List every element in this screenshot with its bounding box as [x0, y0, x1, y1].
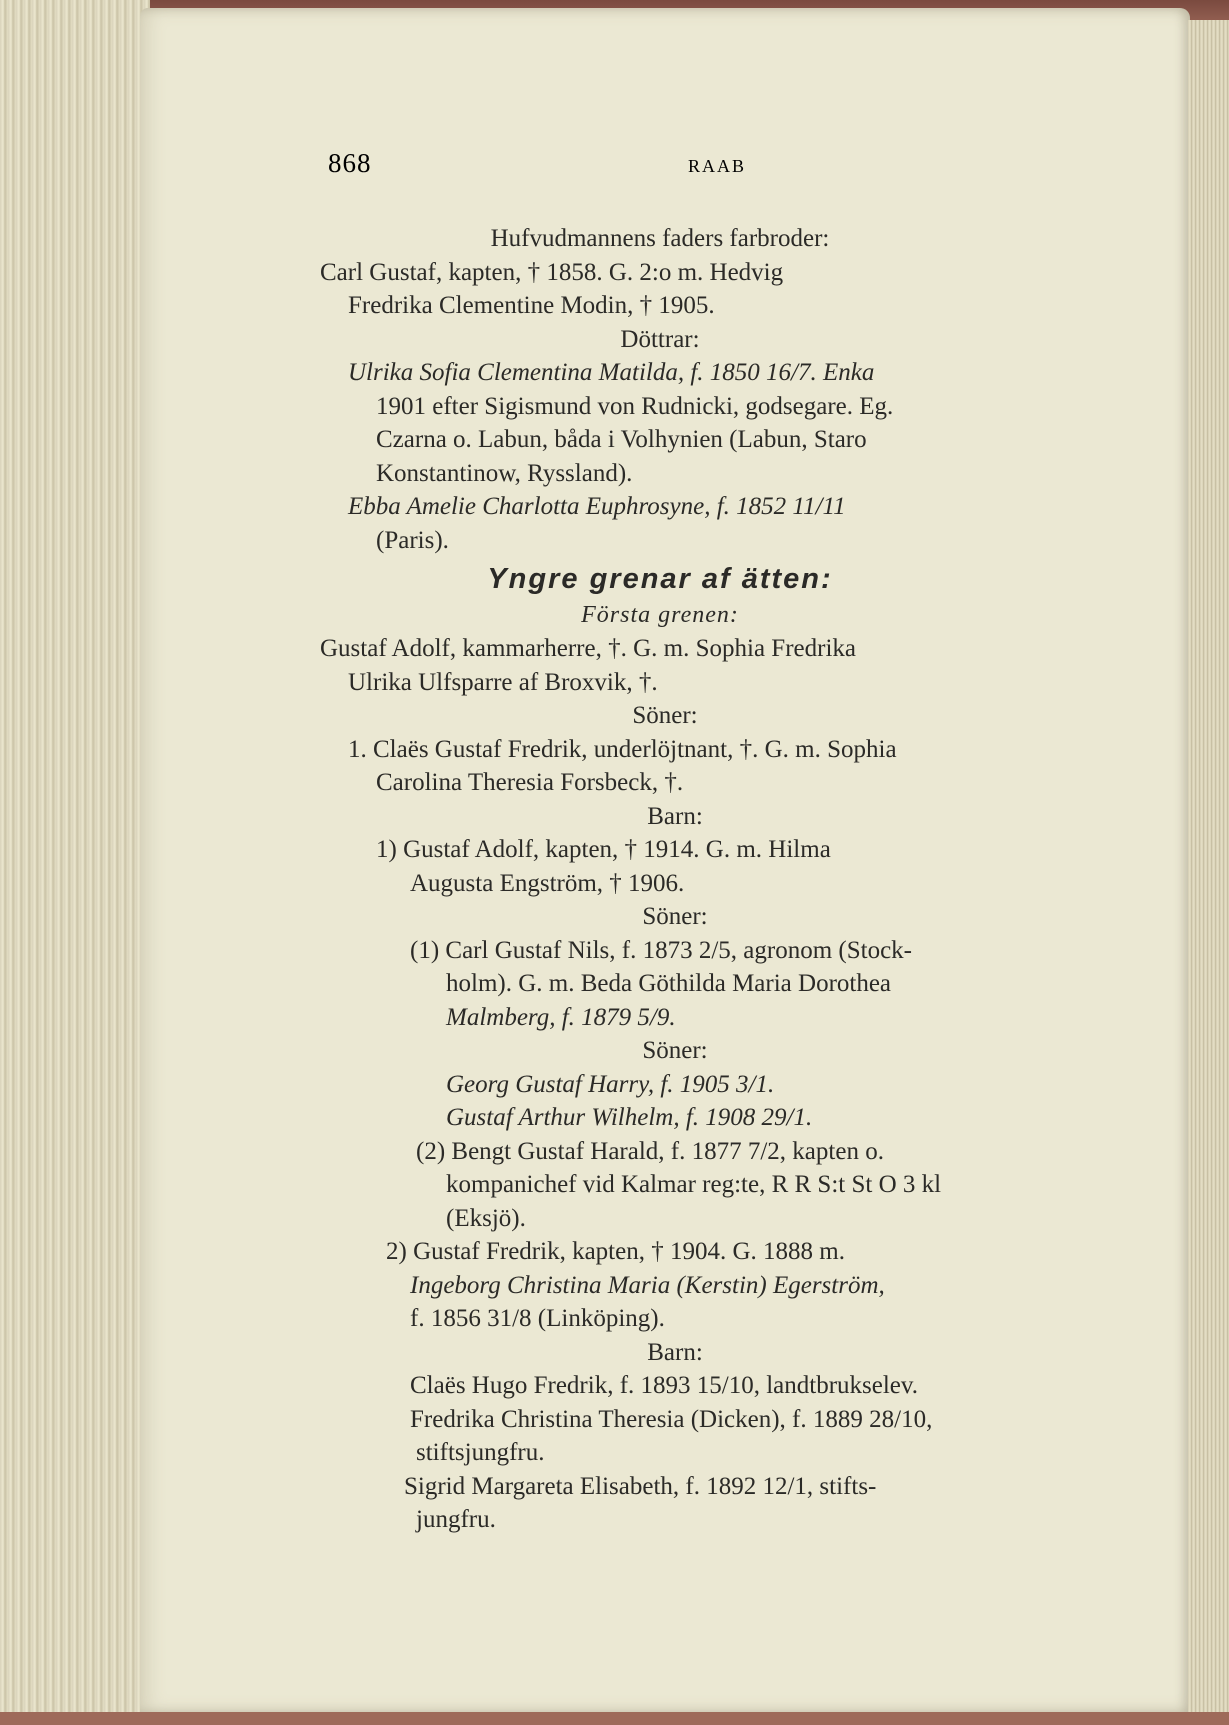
text-line: Ebba Amelie Charlotta Euphrosyne, f. 1852 11/11 — [348, 493, 846, 520]
text-line: Ingeborg Christina Maria (Kerstin) Egerström, — [410, 1271, 885, 1299]
book-spine-pages — [0, 0, 150, 1725]
text-line: Czarna o. Labun, båda i Volhynien (Labun, Staro — [376, 426, 867, 453]
running-head: RAAB — [688, 156, 747, 176]
text-line: Ulrika Ulfsparre af Broxvik, †. — [348, 668, 658, 696]
text-line: Claës Hugo Fredrik, f. 1893 15/10, landtbrukselev. — [410, 1372, 919, 1399]
text-line: f. 1856 31/8 (Linköping). — [410, 1305, 665, 1332]
text-line: kompanichef vid Kalmar reg:te, R R S:t St O 3 kl — [446, 1171, 942, 1198]
text-line: stiftsjungfru. — [416, 1439, 545, 1466]
text-line: Augusta Engström, † 1906. — [410, 869, 685, 897]
page-body — [320, 222, 1110, 1537]
book-bottom-edge — [0, 1712, 1229, 1725]
section-heading-farbroder: Hufvudmannens faders farbroder: — [490, 225, 830, 252]
subheading-dottrar: Döttrar: — [620, 325, 700, 353]
text-line: Konstantinow, Ryssland). — [376, 459, 633, 487]
page-header — [328, 148, 1108, 188]
text-line: (Paris). — [376, 526, 449, 554]
subheading-barn: Barn: — [647, 802, 703, 830]
text-line: Fredrika Clementine Modin, † 1905. — [348, 292, 715, 319]
text-line: 1) Gustaf Adolf, kapten, † 1914. G. m. Hilma — [376, 836, 831, 863]
subheading-forsta-grenen: Första grenen: — [581, 601, 739, 628]
text-line: 1. Claës Gustaf Fredrik, underlöjtnant, †. G. m. Sophia — [348, 735, 897, 763]
text-line: Sigrid Margareta Elisabeth, f. 1892 12/1, stifts- — [404, 1472, 877, 1500]
subheading-soner: Söner: — [642, 903, 708, 930]
text-line: Malmberg, f. 1879 5/9. — [446, 1003, 676, 1031]
subheading-barn: Barn: — [647, 1338, 703, 1366]
text-line: Gustaf Adolf, kammarherre, †. G. m. Sophia Fredrika — [320, 635, 856, 662]
subheading-soner: Söner: — [632, 702, 698, 729]
text-line: Fredrika Christina Theresia (Dicken), f. 1889 28/10, — [410, 1405, 933, 1433]
text-line: Georg Gustaf Harry, f. 1905 3/1. — [446, 1070, 775, 1098]
text-line: Gustaf Arthur Wilhelm, f. 1908 29/1. — [446, 1104, 813, 1131]
text-line: (2) Bengt Gustaf Harald, f. 1877 7/2, kapten o. — [416, 1137, 884, 1165]
text-line: 2) Gustaf Fredrik, kapten, † 1904. G. 1888 m. — [386, 1238, 845, 1265]
subheading-soner: Söner: — [642, 1037, 708, 1064]
text-line: 1901 efter Sigismund von Rudnicki, godsegare. Eg. — [376, 392, 894, 420]
text-line: holm). G. m. Beda Göthilda Maria Dorothea — [446, 970, 892, 997]
section-heading-yngre-grenar: Yngre grenar af ätten: — [487, 563, 833, 595]
text-line: (1) Carl Gustaf Nils, f. 1873 2/5, agronom (Stock- — [410, 936, 913, 964]
text-line: Carolina Theresia Forsbeck, †. — [376, 769, 684, 796]
text-line: jungfru. — [416, 1506, 496, 1533]
text-line: Ulrika Sofia Clementina Matilda, f. 1850 16/7. Enka — [348, 359, 875, 386]
page-edge-right — [1188, 20, 1229, 1725]
text-line: (Eksjö). — [446, 1204, 526, 1232]
text-line: Carl Gustaf, kapten, † 1858. G. 2:o m. Hedvig — [320, 258, 784, 286]
page-number: 868 — [328, 148, 372, 178]
